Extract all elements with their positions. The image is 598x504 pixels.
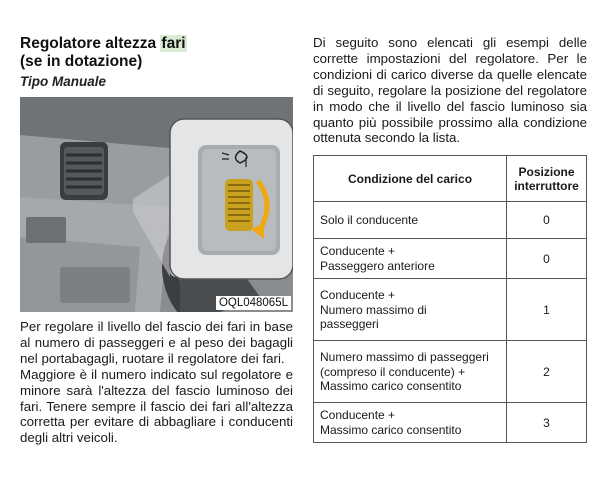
header-position-line1: Posizione xyxy=(518,164,575,179)
condition-line: (compreso il conducente) + xyxy=(320,364,466,379)
header-condition: Condizione del carico xyxy=(314,156,507,202)
condition-cell xyxy=(314,341,507,403)
header-position-line2: interruttore xyxy=(514,178,579,193)
dashboard-illustration xyxy=(20,97,293,312)
condition-cell xyxy=(314,202,507,239)
condition-line: Conducente + xyxy=(320,244,396,259)
position-value: 3 xyxy=(507,403,587,443)
condition-line: Solo il conducente xyxy=(320,213,419,228)
condition-line: passeggeri xyxy=(320,317,379,332)
right-column xyxy=(313,35,587,443)
section-subtitle: Tipo Manuale xyxy=(20,74,107,89)
title-prefix: Regolatore altezza xyxy=(20,35,161,52)
condition-line: Massimo carico consentito xyxy=(320,422,462,437)
condition-line: Numero massimo di xyxy=(320,302,427,317)
figure-code: OQL048065L xyxy=(216,296,291,310)
header-position xyxy=(507,156,587,202)
position-value: 1 xyxy=(507,279,587,341)
table-row xyxy=(314,239,587,279)
section-title xyxy=(20,35,293,71)
position-value: 0 xyxy=(507,239,587,279)
condition-cell xyxy=(314,239,507,279)
condition-line: Passeggero anteriore xyxy=(320,258,435,273)
table-row xyxy=(314,403,587,443)
table-row xyxy=(314,202,587,239)
condition-line: Numero massimo di passeggeri xyxy=(320,350,489,365)
table-row xyxy=(314,279,587,341)
leveling-dial-icon xyxy=(225,179,253,231)
air-vent-icon xyxy=(60,142,108,200)
dashboard-drawing xyxy=(20,97,293,312)
right-intro-text: Di seguito sono elencati gli esempi delle corrette impostazioni del regolatore. Per le condizioni di carico diverse da quelle elencate di seguito, regolare la posizione del regolatore in modo che il livello del fascio luminoso sia quanto più possibile prossimo alla condizione ottenuta secondo la lista. xyxy=(313,35,587,146)
left-column xyxy=(20,35,293,446)
title-line2: (se in dotazione) xyxy=(20,53,143,70)
condition-cell xyxy=(314,403,507,443)
condition-line: Conducente + xyxy=(320,288,396,303)
position-value: 0 xyxy=(507,202,587,239)
title-highlight: fari xyxy=(161,35,186,52)
table-row xyxy=(314,341,587,403)
table-header-row xyxy=(314,156,587,202)
condition-cell xyxy=(314,279,507,341)
position-value: 2 xyxy=(507,341,587,403)
condition-line: Conducente + xyxy=(320,408,396,423)
paragraph-2: Maggiore è il numero indicato sul regolatore e minore sarà l'altezza del fascio luminoso dei fari. Tenere sempre il fascio dei fari all'altezza corretta per evitare di abbagliare i conducenti degli altri veicoli. xyxy=(20,366,293,446)
left-body-text xyxy=(20,319,293,446)
paragraph-1: Per regolare il livello del fascio dei fari in base al numero di passeggeri e al peso dei bagagli nel portabagagli, ruotare il regolatore dei fari. xyxy=(20,319,293,366)
load-condition-table xyxy=(313,155,587,443)
condition-line: Massimo carico consentito xyxy=(320,379,462,394)
